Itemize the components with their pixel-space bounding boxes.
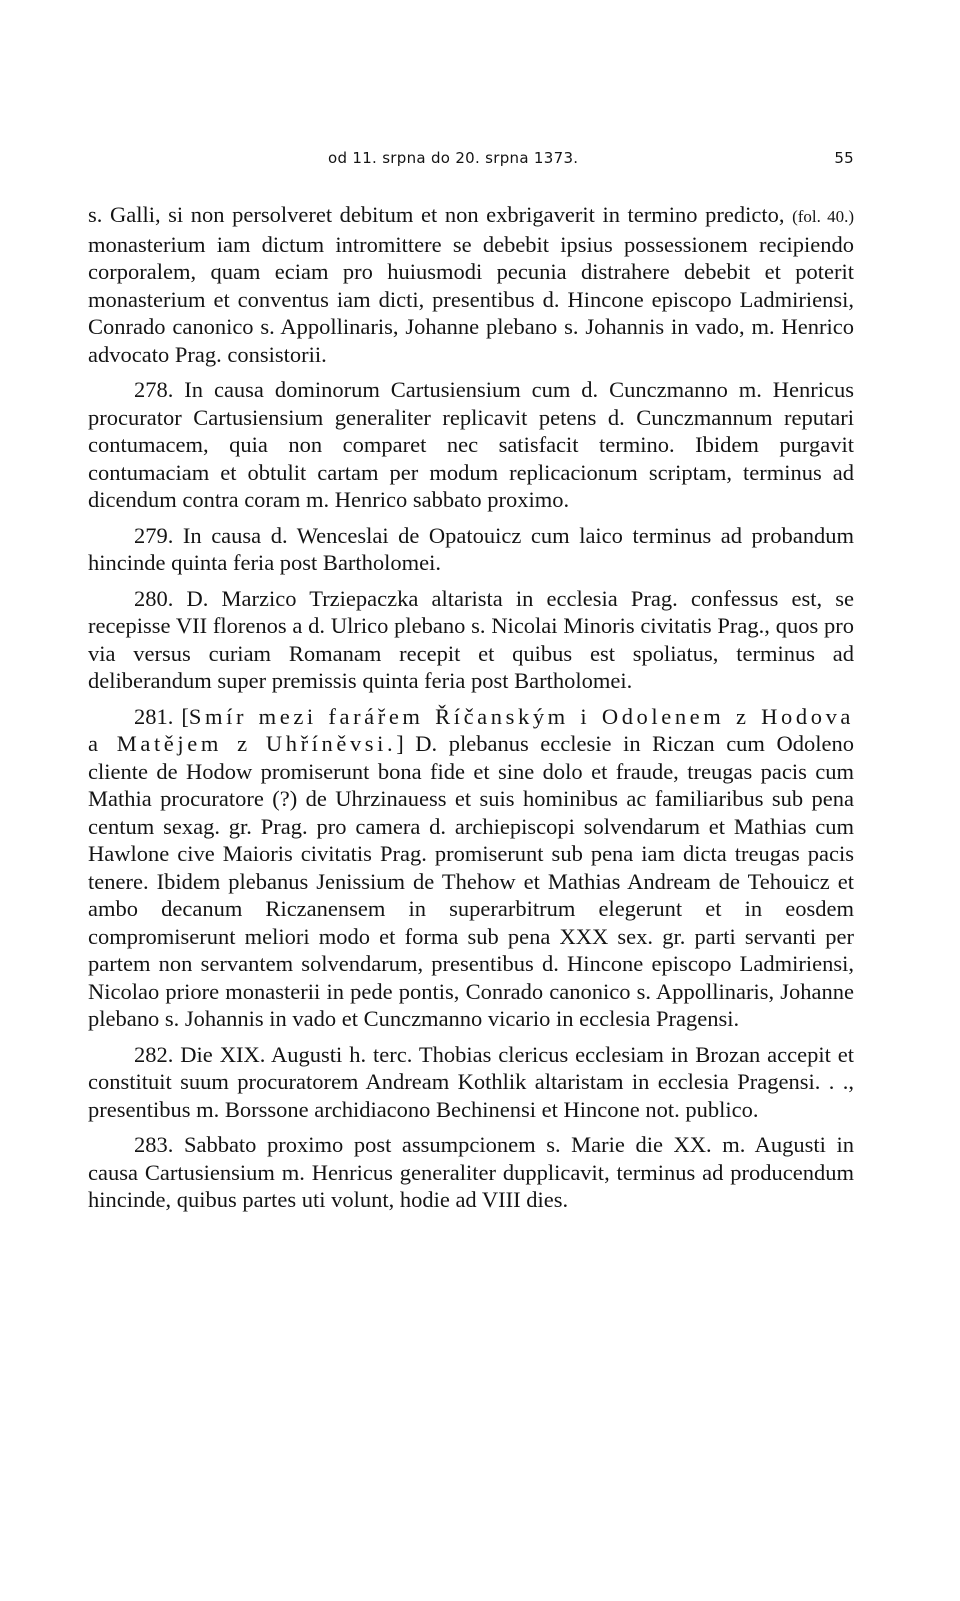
text-segment: monasterium iam dictum intromittere se debebit ipsius possessionem recipiendo corporalem, quam eciam pro huiusmodi pecunia distrahere debebit et poterit monasterium et conventus iam dicti, presentibus d. Hincone episcopo Ladmiriensi, Conrado canonico s. Appollinaris, Johanne plebano s. Johannis in vado, m. Henrico advocato Prag. consistorii. [88, 231, 854, 367]
entry-278 [88, 376, 854, 514]
page-number: 55 [834, 149, 854, 167]
text-segment: 281. [ [134, 703, 189, 729]
text-segment: 280. D. Marzico Trziepaczka altarista in ecclesia Prag. confessus est, se recepisse VII florenos a d. Ulrico plebano s. Nicolai Minoris civitatis Prag., quos pro via versus curiam Romanam recepit et quibus est spoliatus, terminus ad deliberandum super premissis quinta feria post Bartholomei. [88, 585, 854, 693]
paragraph-continued [88, 201, 854, 368]
entry-279 [88, 522, 854, 577]
text-segment: 279. In causa d. Wenceslai de Opatouicz cum laico terminus ad probandum hincinde quinta feria post Bartholomei. [88, 522, 854, 575]
entry-283 [88, 1131, 854, 1214]
entry-281 [88, 703, 854, 1033]
text-segment: ] D. plebanus ecclesie in Riczan cum Odoleno cliente de Hodow promiserunt bona fide et sine dolo et fraude, treugas pacis cum Mathia procuratore (?) de Uhrzinauess et suis hominibus ac familiaribus sub pena centum sexag. gr. Prag. pro camera d. archiepiscopi solvendarum et Mathias cum Hawlone cive Maioris civitatis Prag. promiserunt sub pena iam dicta treugas pacis tenere. Ibidem plebanus Jenissium de Thehow et Mathias Andream de Tehouicz et ambo decanum Riczanensem in superarbitrum elegerunt et in eosdem compromiserunt meliori modo et forma sub pena XXX sex. gr. parti servanti per partem non servantem solvendarum, presentibus d. Hincone episcopo Ladmiriensi, Nicolao priore monasterii in pede pontis, Conrado canonico s. Appollinaris, Johanne plebano s. Johannis in vado et Cunczmanno vicario in ecclesia Pragensi. [88, 731, 854, 1031]
folio-reference: (fol. 40.) [792, 207, 854, 226]
text-segment: s. Galli, si non persolveret debitum et non exbrigaverit in termino predicto, [88, 202, 793, 227]
body-text [88, 201, 854, 1214]
entry-282 [88, 1041, 854, 1124]
page [88, 143, 854, 1222]
czech-heading: Smír mezi farářem Říčanským i Odolenem z Hodova a Matějem z Uhříněvsi. [88, 703, 855, 756]
text-segment: 283. Sabbato proximo post assumpcionem s. Marie die XX. m. Augusti in causa Cartusiensium m. Henricus generaliter dupplicavit, terminus ad producendum hincinde, quibus partes uti volunt, hodie ad VIII dies. [88, 1132, 854, 1212]
text-segment: 278. In causa dominorum Cartusiensium cum d. Cunczmanno m. Henricus procurator Cartusiensium generaliter replicavit petens d. Cunczmannum reputari contumacem, quia non comparet nec satisfacit termino. Ibidem purgavit contumaciam et obtulit cartam per modum replicacionum scriptam, terminus ad dicendum contra coram m. Henrico sabbato proximo. [88, 377, 854, 512]
running-head [88, 143, 854, 169]
entry-280 [88, 585, 854, 695]
running-head-title: od 11. srpna do 20. srpna 1373. [328, 149, 579, 167]
text-segment: 282. Die XIX. Augusti h. terc. Thobias clericus ecclesiam in Brozan accepit et constituit suum procuratorem Andream Kothlik altaristam in ecclesia Pragensi. . ., presentibus m. Borssone archidiacono Bechinensi et Hincone not. publico. [88, 1041, 854, 1122]
